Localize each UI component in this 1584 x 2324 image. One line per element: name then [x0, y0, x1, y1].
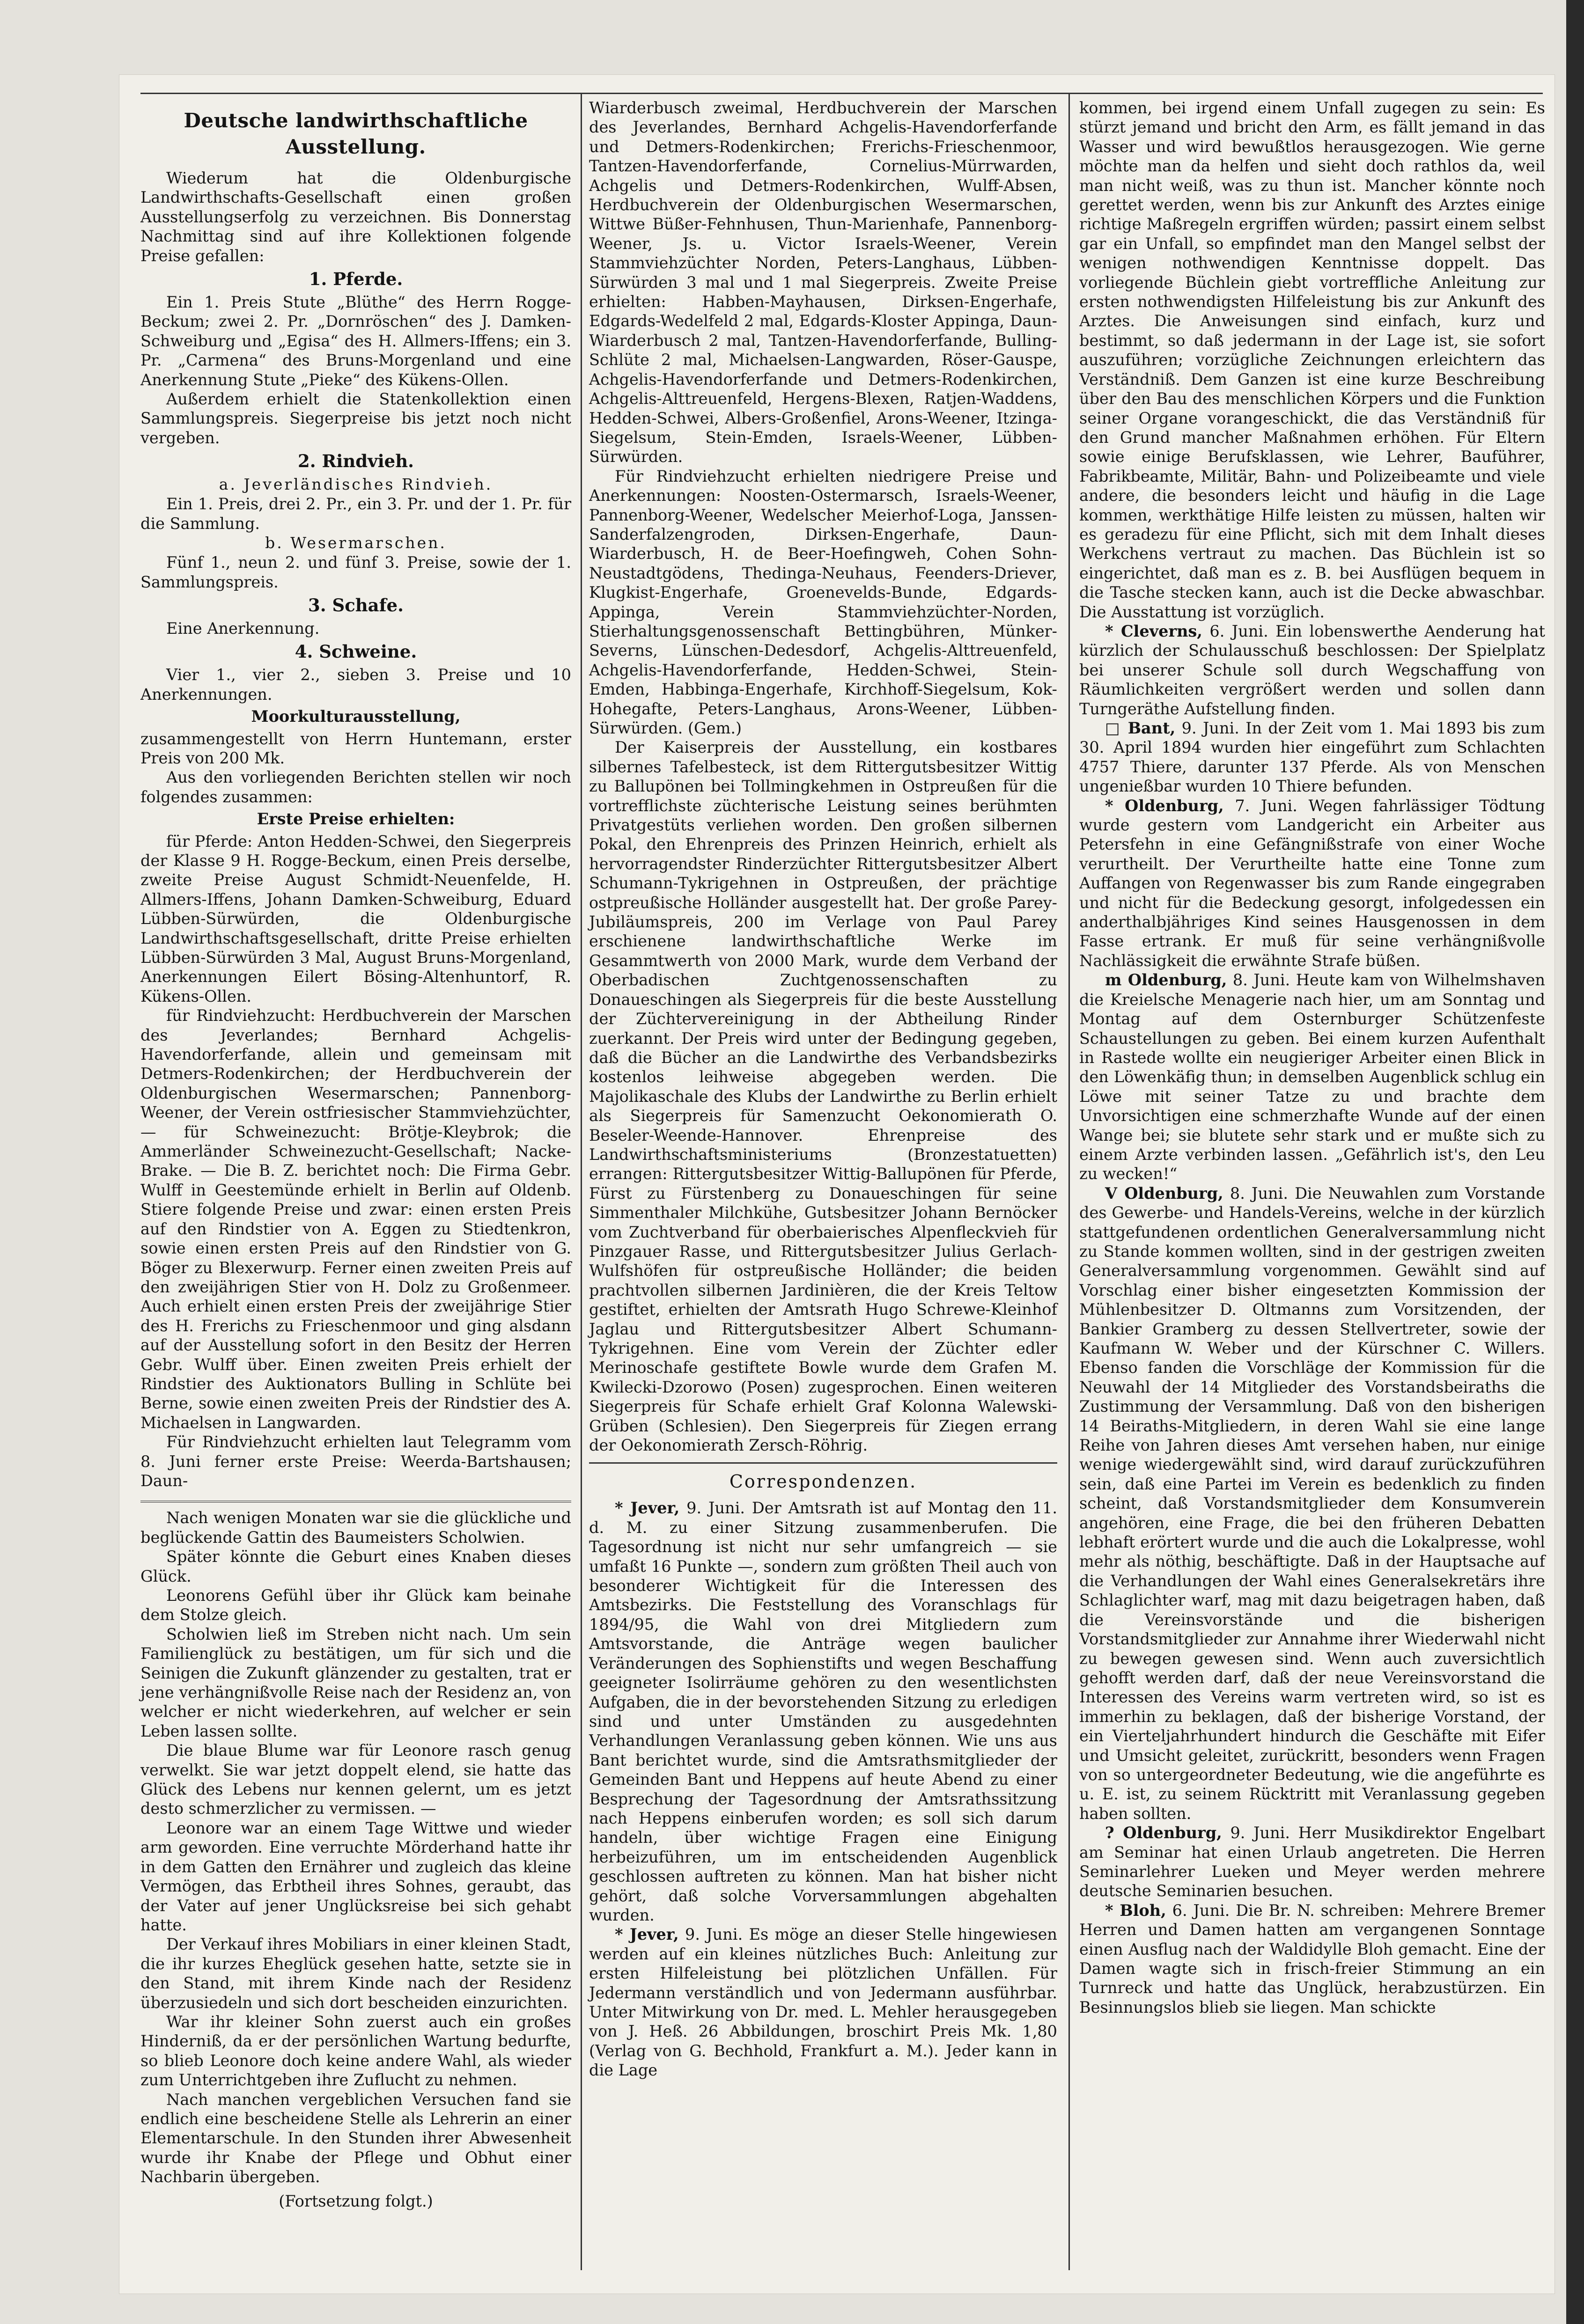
dateline-place: V Oldenburg, — [1105, 1184, 1223, 1202]
dateline-date: 6. Juni. — [1209, 622, 1268, 640]
paragraph: Für Rindviehzucht erhielten niedrigere Preise und Anerkennungen: Noosten-Ostermarsch, Israels-Weener, Pannenborg-Weener, Wedelscher Meierhof-Loga, Janssen-Sanderfalzengroden, Dirksen-Engerhafe, Daun-Wiarderbusch, H. de Beer-Hoefingweh, Cohen Sohn-Neustadtgödens, Thedinga-Neuhaus, Feenders-Driever, Klugkist-Engerhafe, Groenevelds-Bunde, Edgards-Appinga, Verein Stammviehzüchter-Norden, Stierhaltungsgenossenschaft Bettingbühren, Münker-Severns, Lünschen-Dedesdorf, Achgelis-Alttreuenfeld, Achgelis-Havendorferfande, Hedden-Schwei, Stein-Emden, Habbinga-Engerhafe, Kirchhoff-Siegelsum, Kok-Hohegafte, Peters-Langhaus, Arons-Weener, Lübben-Sürwürden. (Gem.) — [589, 467, 1057, 737]
dateline-place: * Jever, — [615, 1499, 680, 1518]
section-title: Correspondenzen. — [729, 1471, 917, 1492]
column-rule-1 — [581, 94, 582, 2270]
paragraph: Wiarderbusch zweimal, Herdbuchverein der Marschen des Jeverlandes, Bernhard Achgelis-Havendorferfande und Detmers-Rodenkirchen; Frerichs-Frieschenmoor, Tantzen-Havendorferfande, Cornelius-Mürrwarden, Achgelis und Detmers-Rodenkirchen, Wulff-Absen, Herdbuchverein der Oldenburgischen Wesermarschen, Wittwe Büßer-Fehnhusen, Thun-Marienhafe, Pannenborg-Weener, Js. u. Victor Israels-Weener, Verein Stammviehzüchter Norden, Peters-Langhaus, Lübben-Sürwürden 3 mal und 1 mal Siegerpreis. Zweite Preise erhielten: Habben-Mayhausen, Dirksen-Engerhafe, Edgards-Wedelfeld 2 mal, Edgards-Kloster Appinga, Daun-Wiarderbusch 2 mal, Tantzen-Havendorferfande, Bulling-Schlüte 2 mal, Michaelsen-Langwarden, Röser-Gauspe, Achgelis-Havendorferfande und Detmers-Rodenkirchen, Achgelis-Alttreuenfeld, Hergens-Blexen, Ratjen-Waddens, Hedden-Schwei, Albers-Großenfiel, Arons-Weener, Itzinga-Siegelsum, Stein-Emden, Israels-Weener, Lübben-Sürwürden. — [589, 99, 1057, 466]
dispatch — [1079, 796, 1545, 971]
sub-heading: a. Jeverländisches Rindvieh. — [219, 475, 493, 494]
dispatch — [1079, 970, 1545, 1183]
story-paragraph: Später könnte die Geburt eines Knaben dieses Glück. — [140, 1547, 571, 1585]
dispatch-text: Der Amtsrath ist auf Montag den 11. d. M. zu einer Sitzung zusammenberufen. Die Tagesordnung ist nicht nur sehr umfangreich — sie umfaßt 16 Punkte —, sondern zum größten Theil auch von besonderer Wichtigkeit für die Interessen des Amtsbezirks. Die Feststellung des Voranschlags für 1894/95, die Wahl von drei Mitgliedern zum Amtsvorstande, die Anträge wegen baulicher Veränderungen des Sophienstifts und wegen Beschaffung geeigneter Isolirräume gehören zu den wesentlichsten Aufgaben, die in der bevorstehenden Sitzung zu erledigen sind und unter Umständen zu ausgedehnten Verhandlungen Veranlassung geben können. Wie uns aus Bant berichtet wurde, sind die Amtsrathsmitglieder der Gemeinden Bant und Heppens auf heute Abend zu einer Besprechung der Tagesordnung der Amtsrathssitzung nach Heppens einberufen worden; es soll sich darum handeln, über wichtige Fragen eine Einigung herbeizuführen, um im entscheidenden Augenblick geschlossen auftreten zu können. Man hat bisher nicht gehört, daß solche Vorversammlungen abgehalten wurden. — [589, 1499, 1057, 1924]
scan-edge — [1566, 0, 1584, 2324]
dispatch-text: In der Zeit vom 1. Mai 1893 bis zum 30. April 1894 wurden hier eingeführt zum Schlachten 4757 Thiere, darunter 137 Pferde. Als von Menschen ungenießbar wurden 10 Thiere befunden. — [1079, 719, 1545, 796]
paragraph: Ein 1. Preis Stute „Blüthe“ des Herrn Rogge-Beckum; zwei 2. Pr. „Dornröschen“ des J. Damken-Schweiburg und „Egisa“ des H. Allmers-Iffens; ein 3. Pr. „Carmena“ des Bruns-Morgenland und eine Anerkennung Stute „Pieke“ des Kükens-Ollen. — [140, 293, 571, 389]
paragraph: Für Rindviehzucht erhielten laut Telegramm vom 8. Juni ferner erste Preise: Weerda-Bartshausen; Daun- — [140, 1433, 571, 1490]
feuilleton-divider — [140, 1501, 571, 1503]
paragraph: für Rindviehzucht: Herdbuchverein der Marschen des Jeverlandes; Bernhard Achgelis-Havendorferfande, allein und gemeinsam mit Detmers-Rodenkirchen; der Herdbuchverein der Oldenburgischen Wesermarschen; Pannenborg-Weener, der Verein ostfriesischer Stammviehzüchter, — für Schweinezucht: Brötje-Kleybrok; die Ammerländer Schweinezucht-Gesellschaft; Nacke-Brake. — Die B. Z. berichtet noch: Die Firma Gebr. Wulff in Geestemünde erhielt in Berlin auf Oldenb. Stiere folgende Preise und zwar: einen ersten Preis auf den Rindstier von A. Eggen zu Stiedtenkron, sowie einen ersten Preis auf den Rindstier von G. Böger zu Blexerwurp. Ferner einen zweiten Preis auf den zweijährigen Stier von H. Dolz zu Großenmeer. Auch erhielt einen ersten Preis der zweijährige Stier des H. Frerichs zu Frieschenmoor und ging alsdann auf der Ausstellung sofort in den Besitz der Herren Gebr. Wulff über. Einen zweiten Preis erhielt der Rindstier des Auktionators Bulling in Schlüte bei Berne, sowie einen zweiten Preis der Rindstier des A. Michaelsen in Langwarden. — [140, 1006, 571, 1432]
dispatch-text: Es möge an dieser Stelle hingewiesen werden auf ein kleines nützliches Buch: Anleitung zur ersten Hilfeleistung bei plötzlichen Unfällen. Für Jedermann verständlich und von Jedermann ausführbar. Unter Mitwirkung von Dr. med. L. Mehler herausgegeben von J. Heß. 26 Abbildungen, broschirt Preis Mk. 1,80 (Verlag von G. Bechhold, Frankfurt a. M.). Jeder kann in die Lage — [589, 1925, 1058, 2080]
dateline-place: * Cleverns, — [1105, 622, 1202, 640]
continuation-note: (Fortsetzung folgt.) — [279, 2192, 433, 2210]
dispatch — [589, 1925, 1057, 2080]
story-paragraph: Der Verkauf ihres Mobiliars in einer kleinen Stadt, die ihr kurzes Eheglück gesehen hatte, setzte sie in den Stand, mit ihrem Kinde nach der Residenz überzusiedeln und sich dort bescheiden einzurichten. — [140, 1935, 571, 2012]
dispatch — [1079, 718, 1545, 796]
dispatch — [589, 1498, 1057, 1925]
dateline-place: * Oldenburg, — [1105, 796, 1224, 815]
story-paragraph: Leonorens Gefühl über ihr Glück kam beinahe dem Stolze gleich. — [140, 1586, 571, 1624]
paragraph: für Pferde: Anton Hedden-Schwei, den Siegerpreis der Klasse 9 H. Rogge-Beckum, einen Preis derselbe, zweite Preise August Schmidt-Neuenfelde, H. Allmers-Iffens, Johann Damken-Schweiburg, Eduard Lübben-Sürwürden, die Oldenburgische Landwirthschaftsgesellschaft, dritte Preise erhielten Lübben-Sürwürden 3 Mal, August Bruns-Morgenland, Anerkennungen Eilert Bösing-Altenhuntorf, R. Kükens-Ollen. — [140, 832, 571, 1005]
section-heading: 4. Schweine. — [295, 641, 417, 662]
dispatch-text: Die Br. N. schreiben: Mehrere Bremer Herren und Damen hatten am vergangenen Sonntage einen Ausflug nach der Waldidylle Bloh gemacht. Eine der Damen wagte sich in frisch-freier Stimmung an ein Turnreck und hatte das Unglück, herabzustürzen. Ein Besinnungslos blieb sie liegen. Man schickte — [1079, 1901, 1546, 2016]
section-heading: Moorkulturausstellung, — [251, 707, 461, 726]
top-rule — [140, 93, 1543, 94]
dispatch-text: Heute kam von Wilhelmshaven die Kreielsche Menagerie nach hier, um am Sonntag und Montag auf dem Osternburger Schützenfeste Schaustellungen zu geben. Bei einem kurzen Aufenthalt in Rastede wollte ein neugieriger Arbeiter einen Blick in den Löwenkäfig thun; in demselben Augenblick schlug ein Löwe mit seiner Tatze zu und brachte dem Unvorsichtigen eine schmerzhafte Wunde auf der einen Wange bei; sie blutete sehr stark und er mußte sich zu einem Arzte verbinden lassen. „Gefährlich ist's, den Leu zu wecken!“ — [1079, 971, 1545, 1183]
dateline-date: 7. Juni. — [1235, 796, 1297, 815]
column-rule-2 — [1068, 94, 1070, 2270]
article-title: Deutsche landwirthschaftliche Ausstellung. — [184, 109, 528, 158]
dateline-date: 9. Juni. — [1230, 1824, 1290, 1842]
dateline-place: * Bloh, — [1105, 1901, 1166, 1920]
story-paragraph: Leonore war an einem Tage Wittwe und wieder arm geworden. Eine verruchte Mörderhand hatte ihr in dem Gatten den Ernährer und zugleich das kleine Vermögen, das Erbtheil ihres Sohnes, geraubt, das der Vater auf jener Unglücksreise bei sich gehabt hatte. — [140, 1818, 571, 1934]
dispatch — [1079, 1901, 1545, 2017]
sub-heading: b. Wesermarschen. — [265, 534, 447, 552]
story-paragraph: Nach wenigen Monaten war sie die glückliche und beglückende Gattin des Baumeisters Scholwien. — [140, 1509, 571, 1547]
sub-heading: Erste Preise erhielten: — [257, 810, 455, 828]
paragraph: kommen, bei irgend einem Unfall zugegen zu sein: Es stürzt jemand und bricht den Arm, es fällt jemand in das Wasser und wird bewußtlos herausgezogen. Wie gerne möchte man da helfen und sieht doch rathlos da, weil man nicht weiß, was zu thun ist. Mancher könnte noch gerettet werden, wenn bis zur Ankunft des Arztes einige richtige Maßregeln ergriffen würden; passirt einem selbst gar ein Unfall, so empfindet man den Mangel selbst der wenigen nothwendigen Kenntnisse doppelt. Das vorliegende Büchlein giebt vortreffliche Anleitung zur ersten nothwendigsten Hilfeleistung bis zur Ankunft des Arztes. Die Anweisungen sind einfach, kurz und bestimmt, so daß jedermann in der Lage ist, sie sofort auszuführen; vorzügliche Zeichnungen erleichtern das Verständniß. Dem Ganzen ist eine kurze Beschreibung über den Bau des menschlichen Körpers und die Funktion seiner Organe vorangeschickt, die das Verständniß für den Grund mancher Maßnahmen erhöhen. Für Eltern sowie einige Berufsklassen, wie Lehrer, Bauführer, Fabrikbeamte, Militär, Bahn- und Polizeibeamte und viele andere, die besonders leicht und häufig in die Lage kommen, werkthätige Hilfe leisten zu müssen, halten wir es geradezu für eine Pflicht, sich mit dem Inhalt dieses Werkchens vertraut zu machen. Das Büchlein ist so eingerichtet, daß man es z. B. bei Ausflügen bequem in die Tasche stecken kann, auch ist die Decke abwaschbar. Die Ausstattung ist vorzüglich. — [1079, 99, 1545, 621]
paragraph: Wiederum hat die Oldenburgische Landwirthschafts-Gesellschaft einen großen Ausstellungserfolg zu verzeichnen. Bis Donnerstag Nachmittag sind auf ihre Kollektionen folgende Preise gefallen: — [140, 169, 571, 265]
section-heading: 3. Schafe. — [308, 594, 404, 616]
paragraph: Vier 1., vier 2., sieben 3. Preise und 10 Anerkennungen. — [140, 666, 571, 704]
paragraph: Außerdem erhielt die Statenkollektion einen Sammlungspreis. Siegerpreise bis jetzt noch nicht vergeben. — [140, 390, 571, 447]
dispatch-text: Herr Musikdirektor Engelbart am Seminar hat einen Urlaub angetreten. Die Herren Seminarlehrer Lueken und Meyer werden mehrere deutsche Seminarien besuchen. — [1079, 1824, 1545, 1900]
paragraph: zusammengestellt von Herrn Huntemann, erster Preis von 200 Mk. — [140, 729, 571, 767]
dateline-place: * Jever, — [615, 1925, 679, 1944]
column-2 — [589, 98, 1057, 2080]
dateline-date: 8. Juni. — [1230, 1184, 1288, 1202]
dateline-place: ? Oldenburg, — [1105, 1824, 1222, 1842]
section-heading: 1. Pferde. — [309, 269, 403, 290]
paragraph: Aus den vorliegenden Berichten stellen wir noch folgendes zusammen: — [140, 768, 571, 806]
story-paragraph: Scholwien ließ im Streben nicht nach. Um sein Familienglück zu bestätigen, um für sich und die Seinigen die Zukunft glänzender zu gestalten, trat er jene verhängnißvolle Reise nach der Residenz an, von welcher er nicht wiederkehren, auf welcher er sein Leben lassen sollte. — [140, 1625, 571, 1740]
dispatch-text: Die Neuwahlen zum Vorstande des Gewerbe- und Handels-Vereins, welche in der kürzlich stattgefundenen ordentlichen Generalversammlung nicht zu Stande kommen wollten, sind in der gestrigen zweiten Generalversammlung vorgenommen. Gewählt sind auf Vorschlag einer bisher eingesetzten Kommission der Mühlenbesitzer D. Oltmanns zum Vorsitzenden, der Bankier Gramberg zu dessen Stellvertreter, sowie der Kaufmann W. Weber und der Kürschner C. Willers. Ebenso fanden die Vorschläge der Kommission für die Neuwahl der 14 Mitglieder des Vorstandsbeiraths die Zustimmung der Versammlung. Daß von den bisherigen 14 Beiraths-Mitgliedern, in deren Wahl sie eine lange Reihe von Jahren dieses Amt versehen haben, nur einige wenige wiedergewählt sind, wird darauf zurückzuführen sein, daß eine Partei im Verein es bedenklich zu finden scheint, daß Vorstandsmitglieder dem Konsumverein angehören, eine Frage, die bei den früheren Debatten lebhaft erörtert wurde und die auch die Lokalpresse, wohl mehr als nöthig, beschäftigte. Daß in der Hauptsache auf die Verhandlungen der Wahl eines Generalsekretärs ihre Schlaglichter warf, mag mit dazu beigetragen haben, daß die Vereinsvorstände und die bisherigen Vorstandsmitglieder zur Annahme ihrer Wiederwahl nicht zu bewegen gewesen sind. Wenn auch zuversichtlich gehofft werden darf, daß der neue Vereinsvorstand die Interessen des Vereins warm vertreten wird, so ist es immerhin zu beklagen, daß der bisherige Vorstand, der ein Vierteljahrhundert hindurch die Geschäfte mit Eifer und Umsicht geleitet, zurückritt, besonders wenn Fragen von so untergeordneter Bedeutung, wie die angeführte es u. E. ist, zu seinem Rücktritt mit Veranlassung gegeben haben sollten. — [1079, 1184, 1545, 1823]
dispatch-text: Wegen fahrlässiger Tödtung wurde gestern vom Landgericht ein Arbeiter aus Petersfehn in eine Gefängnißstrafe von einer Woche verurtheilt. Der Verurtheilte hatte eine Tonne zum Auffangen von Regenwasser bis zum Rande eingegraben und nicht für die Bedeckung gesorgt, infolgedessen ein anderthalbjähriges Kind seines Hausgenossen in dem Fasse ertrank. Er muß für seine verhängnißvolle Nachlässigkeit die erwähnte Strafe büßen. — [1079, 796, 1545, 970]
column-1 — [140, 98, 571, 2211]
paragraph: Fünf 1., neun 2. und fünf 3. Preise, sowie der 1. Sammlungspreis. — [140, 553, 571, 591]
paragraph: Eine Anerkennung. — [166, 619, 320, 638]
story-paragraph: Nach manchen vergeblichen Versuchen fand sie endlich eine bescheidene Stelle als Lehrerin an einer Elementarschule. In den Stunden ihrer Abwesenheit wurde ihr Knabe der Pflege und Obhut einer Nachbarin übergeben. — [140, 2090, 571, 2186]
dateline-date: 9. Juni. — [1181, 719, 1239, 737]
section-heading: 2. Rindvieh. — [298, 451, 414, 472]
dateline-date: 9. Juni. — [686, 1499, 745, 1518]
column-3 — [1079, 98, 1545, 2017]
dateline-place: m Oldenburg, — [1105, 971, 1227, 990]
section-divider — [589, 1462, 1057, 1464]
dispatch — [1079, 1823, 1545, 1901]
story-paragraph: War ihr kleiner Sohn zuerst auch ein großes Hinderniß, da er der persönlichen Wartung bedurfte, so blieb Leonore doch keine andere Wahl, als wieder zum Unterrichtgeben ihre Zuflucht zu nehmen. — [140, 2012, 571, 2089]
dateline-date: 9. Juni. — [685, 1925, 743, 1944]
dateline-place: □ Bant, — [1105, 719, 1176, 737]
paragraph: Ein 1. Preis, drei 2. Pr., ein 3. Pr. und der 1. Pr. für die Sammlung. — [140, 495, 571, 533]
dispatch — [1079, 1184, 1545, 1823]
dispatch-text: Ein lobenswerthe Aenderung hat kürzlich der Schulausschuß beschlossen: Der Spielplatz bei unserer Schule soll durch Wegschaffung von Räumlichkeiten vergrößert werden und sollen dann Turngeräthe Aufstellung finden. — [1079, 622, 1546, 718]
story-paragraph: Die blaue Blume war für Leonore rasch genug verwelkt. Sie war jetzt doppelt elend, sie hatte das Glück des Lebens nur kennen gelernt, um es jetzt desto schmerzlicher zu vermissen. — — [140, 1741, 571, 1818]
dateline-date: 6. Juni. — [1172, 1901, 1230, 1920]
dateline-date: 8. Juni. — [1232, 971, 1290, 990]
paragraph: Der Kaiserpreis der Ausstellung, ein kostbares silbernes Tafelbesteck, ist dem Rittergutsbesitzer Wittig zu Ballupönen bei Tollmingkehmen in Ostpreußen für die vortrefflichste züchterische Leistung seines berühmten Privatgestüts verliehen worden. Den großen silbernen Pokal, den Ehrenpreis des Prinzen Heinrich, erhielt als hervorragendster Rinderzüchter Rittergutsbesitzer Albert Schumann-Tykrigehnen in Ostpreußen, der prächtige ostpreußische Holländer ausgestellt hat. Der große Parey-Jubiläumspreis, 200 im Verlage von Paul Parey erschienene landwirthschaftliche Werke im Gesammtwerth von 2000 Mark, wurde dem Verband der Oberbadischen Zuchtgenossenschaften zu Donaueschingen als Siegerpreis für die beste Ausstellung der Züchtervereinigung in der Abtheilung Rinder zuerkannt. Der Preis wird unter der Bedingung gegeben, daß die Bücher an die Landwirthe des Verbandsbezirks kostenlos leihweise abgegeben werden. Die Majolikaschale des Klubs der Landwirthe zu Berlin erhielt als Siegerpreis für Samenzucht Oekonomierath O. Beseler-Weende-Hannover. Ehrenpreise des Landwirthschaftsministeriums (Bronzestatuetten) errangen: Rittergutsbesitzer Wittig-Ballupönen für Pferde, Fürst zu Fürstenberg zu Donaueschingen für seine Simmenthaler Milchkühe, Gutsbesitzer Johann Bernöcker vom Zuchtverband für oberbaierisches Alpenfleckvieh für Pinzgauer Rasse, und Rittergutsbesitzer Julius Gerlach-Wulfshöfen für ostpreußische Holländer; die beiden prachtvollen silbernen Jardinièren, die der Kreis Teltow gestiftet, erhielten der Amtsrath Hugo Schrewe-Kleinhof Jaglau und Rittergutsbesitzer Albert Schumann-Tykrigehnen. Eine vom Verein der Züchter edler Merinoschafe gestiftete Bowle wurde dem Grafen M. Kwilecki-Dzorowo (Posen) zugesprochen. Einen weiteren Siegerpreis für Schafe erhielt Graf Kolonna Walewski-Grüben (Schlesien). Den Siegerpreis für Ziegen errang der Oekonomierath Zersch-Röhrig. — [589, 738, 1057, 1455]
dispatch — [1079, 622, 1545, 718]
